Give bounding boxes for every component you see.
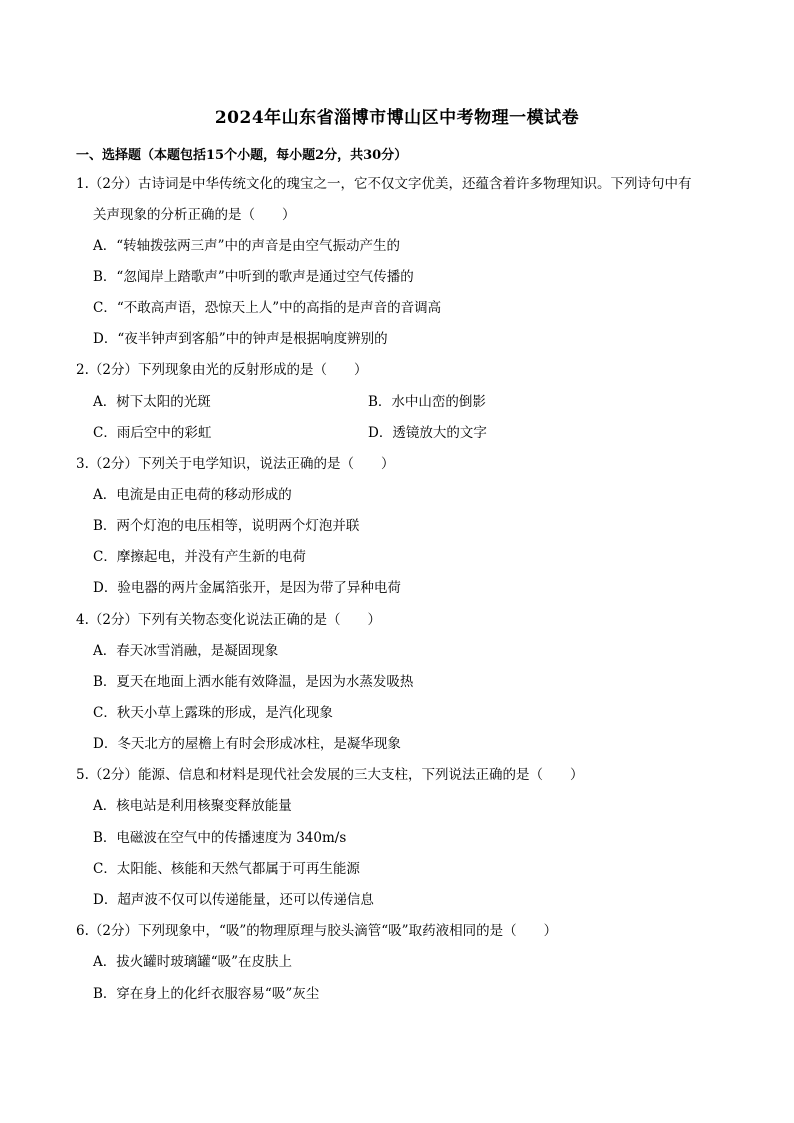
question-4-option-a: A．春天冰雪消融，是凝固现象 [93,643,279,659]
question-4-stem: 4.（2分）下列有关物态变化说法正确的是（ ） [76,612,381,628]
question-4-option-d: D．冬天北方的屋檐上有时会形成冰柱，是凝华现象 [93,736,401,752]
question-2-option-b: B．水中山峦的倒影 [368,394,486,410]
question-2-option-a: A．树下太阳的光斑 [93,394,211,410]
question-3-stem: 3.（2分）下列关于电学知识，说法正确的是（ ） [76,456,395,472]
question-3-option-b: B．两个灯泡的电压相等，说明两个灯泡并联 [93,518,360,534]
page-title: 2024年山东省淄博市博山区中考物理一模试卷 [214,108,580,128]
question-5-option-a: A．核电站是利用核聚变释放能量 [93,798,292,814]
question-5-option-c: C．太阳能、核能和天然气都属于可再生能源 [93,861,360,877]
question-5-stem: 5.（2分）能源、信息和材料是现代社会发展的三大支柱，下列说法正确的是（ ） [76,767,584,783]
question-6-option-b: B．穿在身上的化纤衣服容易“吸”灰尘 [93,986,320,1002]
section-heading: 一、选择题（本题包括15个小题，每小题2分，共30分） [76,148,408,163]
question-4-option-b: B．夏天在地面上洒水能有效降温，是因为水蒸发吸热 [93,674,414,690]
question-6-option-a: A．拔火罐时玻璃罐“吸”在皮肤上 [93,954,293,970]
question-1-stem: 1.（2分）古诗词是中华传统文化的瑰宝之一，它不仅文字优美，还蕴含着许多物理知识。下列诗句中有 [76,176,692,192]
question-4-option-c: C．秋天小草上露珠的形成，是汽化现象 [93,705,333,721]
question-2-option-d: D．透镜放大的文字 [368,425,487,441]
question-3-option-a: A．电流是由正电荷的移动形成的 [93,487,292,503]
question-3-option-c: C．摩擦起电，并没有产生新的电荷 [93,549,306,565]
question-5-option-b: B．电磁波在空气中的传播速度为 340m/s [93,830,347,846]
question-2-option-c: C．雨后空中的彩虹 [93,425,212,441]
question-1-stem-cont: 关声现象的分析正确的是（ ） [93,207,296,223]
question-2-stem: 2.（2分）下列现象由光的反射形成的是（ ） [76,362,368,378]
question-6-stem: 6.（2分）下列现象中，“吸”的物理原理与胶头滴管“吸”取药液相同的是（ ） [76,923,558,939]
question-5-option-d: D．超声波不仅可以传递能量，还可以传递信息 [93,892,374,908]
question-3-option-d: D．验电器的两片金属箔张开，是因为带了异种电荷 [93,580,401,596]
question-1-option-c: C．“不敢高声语，恐惊天上人”中的高指的是声音的音调高 [93,300,442,316]
question-1-option-d: D．“夜半钟声到客船”中的钟声是根据响度辨别的 [93,331,388,347]
question-1-option-b: B．“忽闻岸上踏歌声”中听到的歌声是通过空气传播的 [93,269,414,285]
question-1-option-a: A．“转轴拨弦两三声”中的声音是由空气振动产生的 [93,238,401,254]
